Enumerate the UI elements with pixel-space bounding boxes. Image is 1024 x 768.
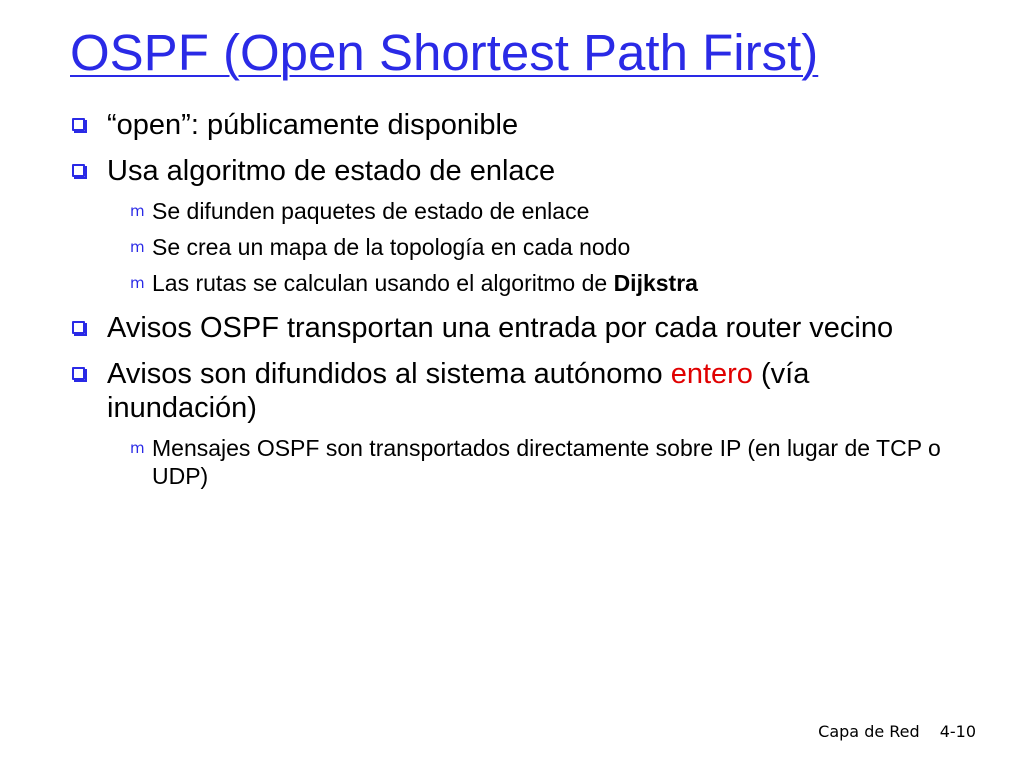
dijkstra-term: Dijkstra [613,270,698,296]
sub-bullet-text: Se difunden paquetes de estado de enlace [152,198,590,224]
bullet-text: Avisos son difundidos al sistema autónomo [107,358,671,390]
sub-bullet-ospf-over-ip [72,434,952,490]
sub-bullet-topology [72,233,952,261]
bullet-text: Avisos OSPF transportan una entrada por cada router vecino [107,312,894,344]
sub-bullet-flooding [72,197,952,225]
bullet-link-state [72,154,952,188]
footer-chapter: Capa de Red [818,722,920,741]
footer-page-number: 4-10 [939,722,976,741]
sub-bullet-text: Mensajes OSPF son transportados directamente sobre IP (en lugar de TCP o UDP) [152,435,941,489]
sub-bullet-text: Se crea un mapa de la topología en cada nodo [152,234,631,260]
m-bullet-icon: m [130,202,145,220]
square-bullet-icon [72,321,85,334]
highlight-word: entero [670,358,753,390]
square-bullet-icon [72,164,85,177]
m-bullet-icon: m [130,274,145,292]
m-bullet-icon: m [130,238,145,256]
slide-title: OSPF (Open Shortest Path First) [70,24,819,81]
m-bullet-icon: m [130,439,145,457]
sub-bullet-dijkstra [72,269,952,297]
bullet-ospf-adverts [72,311,952,345]
square-bullet-icon [72,118,85,131]
sub-bullet-text: Las rutas se calculan usando el algoritmo de [152,270,614,296]
bullet-text: Usa algoritmo de estado de enlace [107,155,556,187]
slide-body [72,108,952,498]
square-bullet-icon [72,367,85,380]
bullet-text-tail: (vía inundación) [107,358,810,424]
bullet-flooded-adverts [72,357,952,425]
bullet-open [72,108,952,142]
slide-footer [818,722,976,741]
bullet-text: “open”: públicamente disponible [107,109,519,141]
